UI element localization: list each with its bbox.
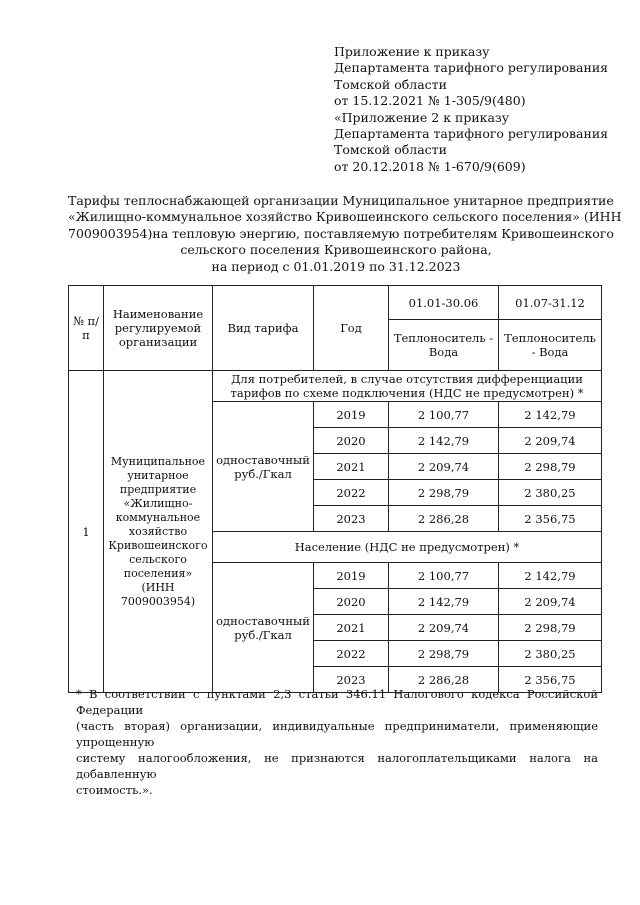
value-cell: 2 209,74 (499, 589, 602, 615)
value-cell: 2 209,74 (389, 454, 499, 480)
title-line: на период с 01.01.2019 по 31.12.2023 (211, 258, 461, 274)
value-cell: 2 380,25 (499, 480, 602, 506)
col-header-year: Год (314, 286, 389, 371)
value-cell: 2 356,75 (499, 506, 602, 532)
tariff-type-cell: одноставочный руб./Гкал (213, 402, 314, 532)
value-cell: 2 209,74 (499, 428, 602, 454)
header-line: от 15.12.2021 № 1-305/9(480) (334, 93, 526, 109)
header-line: Томской области (334, 76, 447, 92)
header-line: Департамента тарифного регулирования (334, 60, 609, 76)
year-cell: 2021 (314, 615, 389, 641)
footnote-line: * В соответствии с пунктами 2,3 статьи 346.11 Налогового кодекса Российской Федерации (76, 687, 598, 717)
footnote-line: (часть вторая) организации, индивидуальные предприниматели, применяющие упрощенную (76, 719, 598, 749)
value-cell: 2 356,75 (499, 667, 602, 693)
tariff-type-cell: одноставочный руб./Гкал (213, 563, 314, 693)
col-header-carrier-1: Теплоноситель - Вода (389, 320, 499, 371)
col-header-tariff-type: Вид тарифа (213, 286, 314, 371)
value-cell: 2 380,25 (499, 641, 602, 667)
organization-name: Муниципальное унитарное предприятие «Жилищно-коммунальное хозяйство Кривошеинского сельского поселения» (ИНН 7009003954) (104, 371, 213, 693)
col-header-period-1: 01.01-30.06 (389, 286, 499, 320)
year-cell: 2023 (314, 506, 389, 532)
value-cell: 2 298,79 (389, 641, 499, 667)
title-line: Тарифы теплоснабжающей организации Муниципальное унитарное предприятие (68, 193, 614, 208)
col-header-carrier-2: Теплоноситель - Вода (499, 320, 602, 371)
footnote-line: систему налогообложения, не признаются налогоплательщиками налога на добавленную (76, 751, 598, 781)
year-cell: 2019 (314, 563, 389, 589)
header-line: от 20.12.2018 № 1-670/9(609) (334, 158, 526, 174)
section-title-population: Население (НДС не предусмотрен) * (213, 532, 602, 563)
header-line: Департамента тарифного регулирования (334, 126, 609, 142)
row-number: 1 (69, 371, 104, 693)
header-line: «Приложение 2 к приказу (334, 109, 510, 125)
value-cell: 2 100,77 (389, 402, 499, 428)
year-cell: 2021 (314, 454, 389, 480)
title-line: сельского поселения Кривошеинского района, (180, 242, 492, 258)
header-line: Томской области (334, 142, 447, 158)
footnote (76, 686, 598, 798)
col-header-organization: Наименование регулируемой организации (104, 286, 213, 371)
year-cell: 2019 (314, 402, 389, 428)
value-cell: 2 286,28 (389, 667, 499, 693)
col-header-period-2: 01.07-31.12 (499, 286, 602, 320)
value-cell: 2 209,74 (389, 615, 499, 641)
value-cell: 2 142,79 (389, 589, 499, 615)
year-cell: 2020 (314, 428, 389, 454)
value-cell: 2 298,79 (389, 480, 499, 506)
year-cell: 2022 (314, 480, 389, 506)
title-line: 7009003954)на тепловую энергию, поставляемую потребителям Кривошеинского (68, 225, 614, 241)
value-cell: 2 298,79 (499, 615, 602, 641)
tariff-table (68, 285, 602, 693)
header-line: Приложение к приказу (334, 44, 490, 59)
year-cell: 2020 (314, 589, 389, 615)
year-cell: 2023 (314, 667, 389, 693)
year-cell: 2022 (314, 641, 389, 667)
value-cell: 2 298,79 (499, 454, 602, 480)
order-header (334, 44, 634, 175)
value-cell: 2 142,79 (499, 402, 602, 428)
value-cell: 2 286,28 (389, 506, 499, 532)
value-cell: 2 100,77 (389, 563, 499, 589)
value-cell: 2 142,79 (389, 428, 499, 454)
footnote-line: стоимость.». (76, 783, 153, 797)
value-cell: 2 142,79 (499, 563, 602, 589)
col-header-number: № п/п (69, 286, 104, 371)
title-line: «Жилищно-коммунальное хозяйство Кривошеинского сельского поселения» (ИНН (68, 209, 622, 225)
document-title (68, 193, 622, 275)
section-title-consumers: Для потребителей, в случае отсутствия дифференциации тарифов по схеме подключения (НДС не предусмотрен) * (213, 371, 602, 402)
